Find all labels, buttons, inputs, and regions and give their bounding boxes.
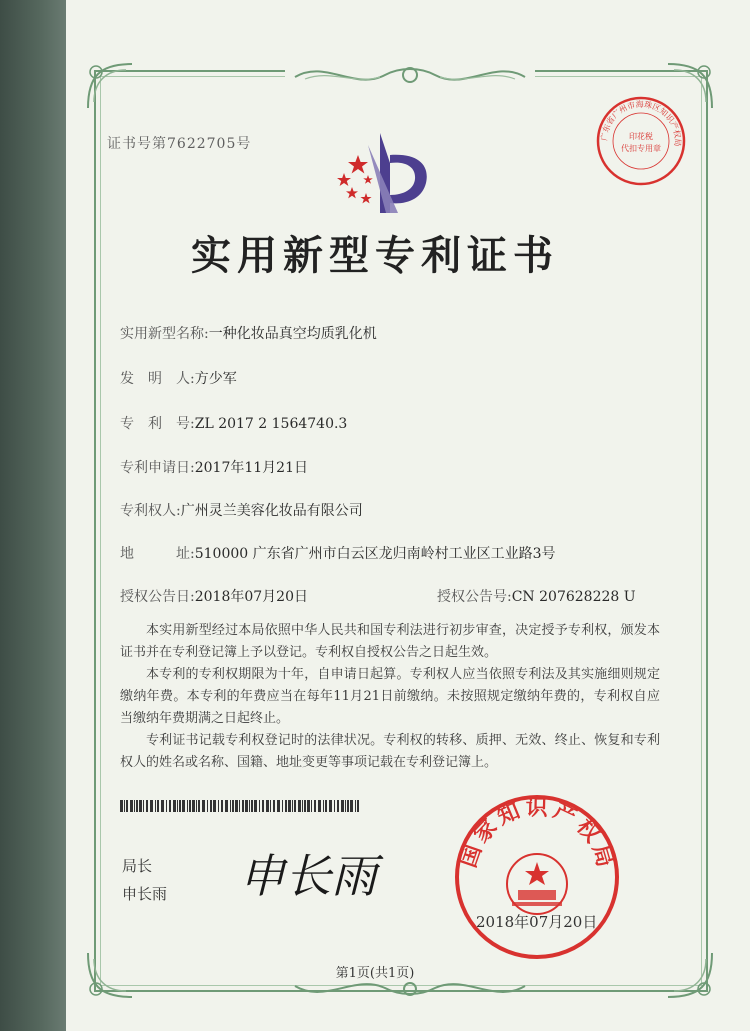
certificate-title: 实用新型专利证书: [191, 232, 559, 279]
official-seal: [452, 792, 622, 962]
patent-office-logo-icon: [328, 125, 443, 220]
field-label: 授权公告日:: [120, 589, 195, 605]
body-paragraph: 专利证书记载专利权登记时的法律状况。专利权的转移、质押、无效、终止、恢复和专利权人的姓名或名称、国籍、地址变更等事项记载在专利登记簿上。: [120, 733, 660, 770]
corner-ornament-top-left: [80, 56, 140, 116]
field-patentee: [120, 500, 363, 520]
handwritten-signature: [235, 838, 395, 910]
body-paragraph: 本实用新型经过本局依照中华人民共和国专利法进行初步审查，决定授予专利权，颁发本证书并在专利登记簿上予以登记。专利权自授权公告之日起生效。: [120, 623, 660, 660]
signatory-title: 局长: [122, 857, 153, 875]
field-value: 2017年11月21日: [194, 460, 308, 476]
field-grant-announcement-number: [437, 586, 636, 606]
field-value: 广州灵兰美容化妆品有限公司: [180, 503, 363, 519]
field-value: 2018年07月20日: [194, 589, 308, 605]
page-number: 第1页(共1页): [335, 966, 415, 981]
certificate-number: 证书号第7622705号: [107, 136, 252, 152]
field-value: CN 207628228 U: [511, 589, 636, 605]
field-patent-number: [120, 413, 347, 433]
top-flourish-ornament: [285, 55, 535, 95]
seal-date: 2018年07月20日: [476, 913, 598, 931]
barcode: [120, 800, 360, 812]
svg-text:代扣专用章: 代扣专用章: [621, 144, 661, 153]
field-filing-date: [120, 457, 308, 477]
field-inventor: [120, 368, 237, 388]
field-label: 地 址:: [120, 546, 195, 562]
field-value: 方少军: [194, 371, 237, 387]
field-label: 专利权人:: [120, 503, 181, 519]
field-value: 510000 广东省广州市白云区龙归南岭村工业区工业路3号: [194, 546, 556, 562]
field-label: 授权公告号:: [437, 589, 512, 605]
svg-text:印花税: 印花税: [629, 132, 653, 141]
svg-text:申长雨: 申长雨: [239, 849, 377, 903]
field-label: 专 利 号:: [120, 416, 195, 432]
body-paragraph: 本专利的专利权期限为十年，自申请日起算。专利权人应当依照专利法及其实施细则规定缴纳年费。本专利的年费应当在每年11月21日前缴纳。未按照规定缴纳年费的，专利权自应当缴纳年费期满之日起终止。: [120, 667, 660, 726]
field-address: [120, 543, 556, 563]
field-grant-announcement-date: [120, 586, 308, 606]
svg-text:广东省广州市海珠区知识产权局: 广东省广州市海珠区知识产权局: [599, 99, 683, 147]
tax-stamp-seal: [595, 95, 687, 187]
left-binding-strip: [0, 0, 66, 1031]
field-label: 实用新型名称:: [120, 326, 209, 342]
svg-text:国家知识产权局: 国家知识产权局: [455, 794, 620, 874]
field-label: 专利申请日:: [120, 460, 195, 476]
field-value: ZL 2017 2 1564740.3: [194, 416, 348, 432]
field-value: 一种化妆品真空均质乳化机: [208, 326, 377, 342]
field-utility-model-name: [120, 323, 377, 343]
field-label: 发 明 人:: [120, 371, 195, 387]
signatory-name: 申长雨: [122, 885, 168, 903]
